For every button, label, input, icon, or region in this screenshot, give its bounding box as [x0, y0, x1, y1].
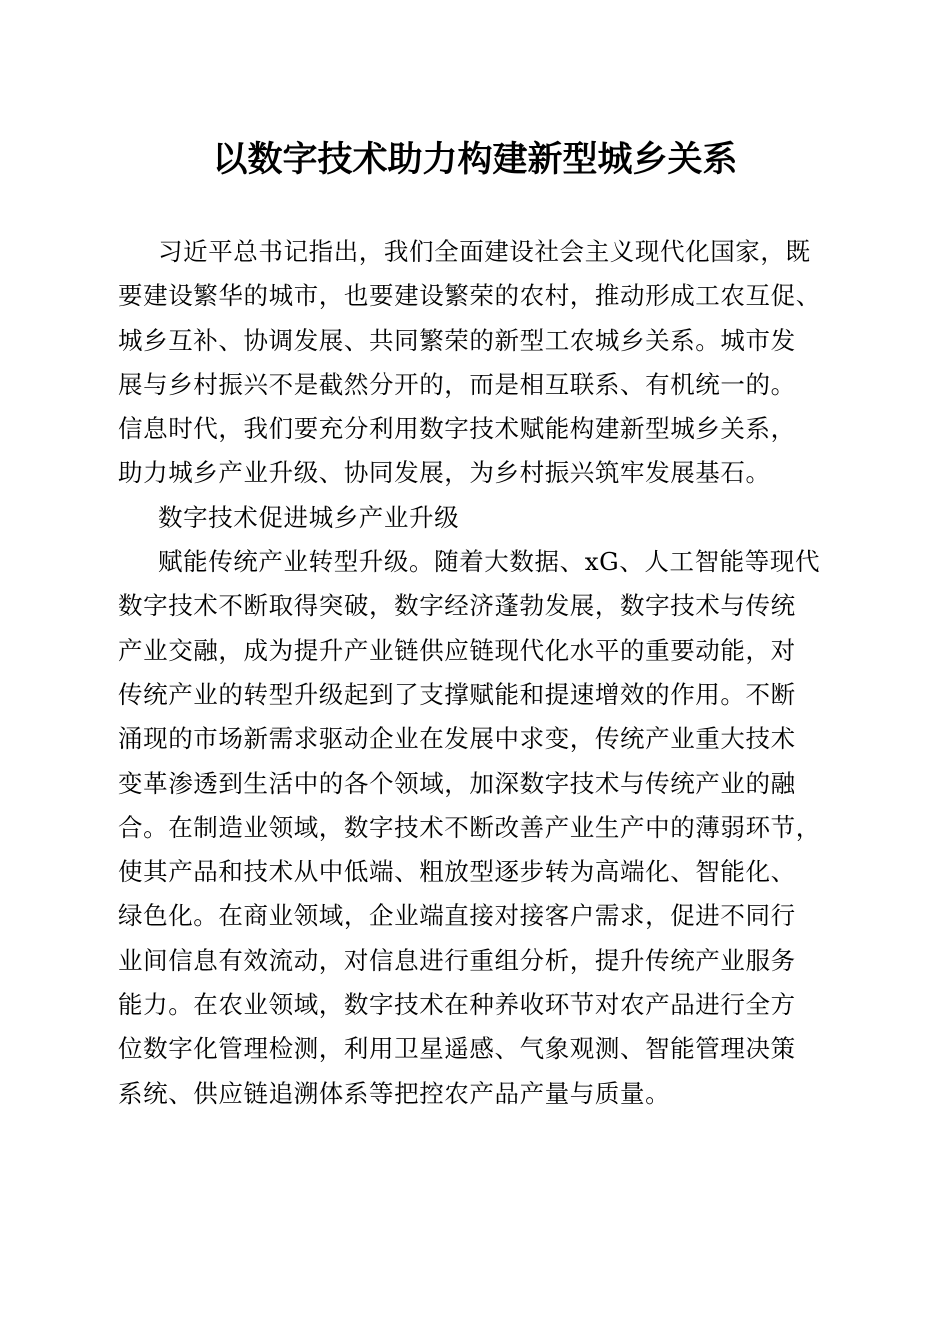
paragraph-1-line-2: 要建设繁华的城市，也要建设繁荣的农村，推动形成工农互促、: [118, 281, 821, 311]
paragraph-2-line-11: 能力。在农业领域，数字技术在种养收环节对农产品进行全方: [118, 990, 796, 1020]
paragraph-2-line-6: 变革渗透到生活中的各个领域，加深数字技术与传统产业的融: [118, 768, 796, 798]
paragraph-1-line-1: 习近平总书记指出，我们全面建设社会主义现代化国家，既: [158, 237, 811, 266]
paragraph-2-line-7: 合。在制造业领域，数字技术不断改善产业生产中的薄弱环节，: [118, 812, 821, 842]
paragraph-2-line-3: 产业交融，成为提升产业链供应链现代化水平的重要动能，对: [118, 635, 796, 665]
paragraph-2-line-12: 位数字化管理检测，利用卫星遥感、气象观测、智能管理决策: [118, 1034, 796, 1064]
paragraph-2-line-1: 赋能传统产业转型升级。随着大数据、xG、人工智能等现代: [158, 547, 821, 577]
paragraph-2-line-4: 传统产业的转型升级起到了支撑赋能和提速增效的作用。不断: [118, 679, 796, 709]
paragraph-2-line-10: 业间信息有效流动，对信息进行重组分析，提升传统产业服务: [118, 945, 796, 975]
paragraph-1-line-4: 展与乡村振兴不是截然分开的，而是相互联系、有机统一的。: [118, 369, 796, 399]
paragraph-2-line-13: 系统、供应链追溯体系等把控农产品产量与质量。: [118, 1078, 671, 1108]
paragraph-1-line-5: 信息时代，我们要充分利用数字技术赋能构建新型城乡关系，: [118, 414, 796, 444]
section-heading: 数字技术促进城乡产业升级: [158, 502, 460, 532]
paragraph-2-line-2: 数字技术不断取得突破，数字经济蓬勃发展，数字技术与传统: [118, 591, 796, 621]
paragraph-1-line-3: 城乡互补、协调发展、共同繁荣的新型工农城乡关系。城市发: [118, 325, 796, 355]
paragraph-2-line-5: 涌现的市场新需求驱动企业在发展中求变，传统产业重大技术: [118, 724, 796, 754]
paragraph-2-line-9: 绿色化。在商业领域，企业端直接对接客户需求，促进不同行: [118, 901, 796, 931]
document-title: 以数字技术助力构建新型城乡关系: [212, 139, 738, 180]
document-body: [118, 230, 832, 1116]
paragraph-2-line-8: 使其产品和技术从中低端、粗放型逐步转为高端化、智能化、: [118, 857, 796, 887]
paragraph-1-line-6: 助力城乡产业升级、协同发展，为乡村振兴筑牢发展基石。: [118, 458, 771, 488]
